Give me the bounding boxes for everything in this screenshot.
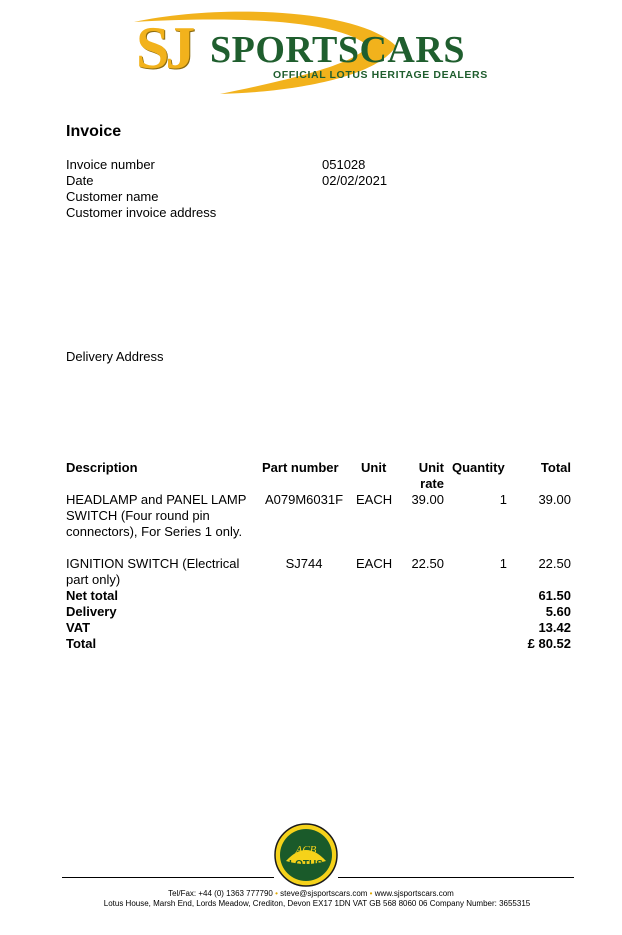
header-description: Description [66,460,138,475]
invoice-number-label: Invoice number [66,157,155,172]
invoice-number-value: 051028 [322,157,366,172]
badge-word: LOTUS [289,859,323,870]
footer-phone: Tel/Fax: +44 (0) 1363 777790 [168,889,273,898]
footer-separator: • [275,889,278,898]
row-quantity: 1 [499,556,507,571]
delivery-address-label: Delivery Address [66,349,164,364]
header-unit: Unit [361,460,387,475]
row-description: IGNITION SWITCH (Electrical part only) [66,556,240,587]
row-quantity: 1 [499,492,507,507]
footer-contact [0,889,622,898]
grand-total-label: Total [66,636,97,651]
customer-address-label: Customer invoice address [66,205,217,220]
row-description: HEADLAMP and PANEL LAMP SWITCH (Four round pin connectors), For Series 1 only. [66,492,247,539]
logo-name: SPORTSCARS [210,29,465,71]
delivery-label: Delivery [66,604,117,619]
row-unit-rate: 22.50 [411,556,444,571]
row-unit: EACH [356,556,393,571]
company-logo [128,6,500,98]
vat-label: VAT [66,620,91,635]
grand-total-value: £ 80.52 [527,636,571,651]
footer-email[interactable]: steve@sjsportscars.com [280,889,368,898]
vat-value: 13.42 [538,620,571,635]
customer-name-label: Customer name [66,189,159,204]
footer-divider-left [62,877,274,878]
badge-monogram: ACB [295,844,317,856]
footer-website[interactable]: www.sjsportscars.com [374,889,454,898]
row-total: 22.50 [538,556,571,571]
logo-tagline: OFFICIAL LOTUS HERITAGE DEALERS [273,69,488,81]
delivery-value: 5.60 [545,604,571,619]
row-unit: EACH [356,492,393,507]
footer-separator: • [369,889,373,898]
header-part-number: Part number [262,460,339,475]
footer-divider-right [338,877,574,878]
header-unit-rate: Unit rate [418,460,444,491]
row-part-number: SJ744 [285,556,323,571]
row-unit-rate: 39.00 [411,492,444,507]
invoice-title: Invoice [66,123,122,140]
net-total-label: Net total [66,588,118,603]
row-part-number: A079M6031F [264,492,344,507]
logo-letters: SJ [136,15,192,81]
header-quantity: Quantity [452,460,505,475]
date-label: Date [66,173,94,188]
row-total: 39.00 [538,492,571,507]
lotus-badge-icon [274,823,338,887]
net-total-value: 61.50 [538,588,571,603]
header-total: Total [540,460,571,475]
date-value: 02/02/2021 [322,173,388,188]
footer-address: Lotus House, Marsh End, Lords Meadow, Crediton, Devon EX17 1DN VAT GB 568 8060 06 Company Number: 3655315 [103,899,531,908]
